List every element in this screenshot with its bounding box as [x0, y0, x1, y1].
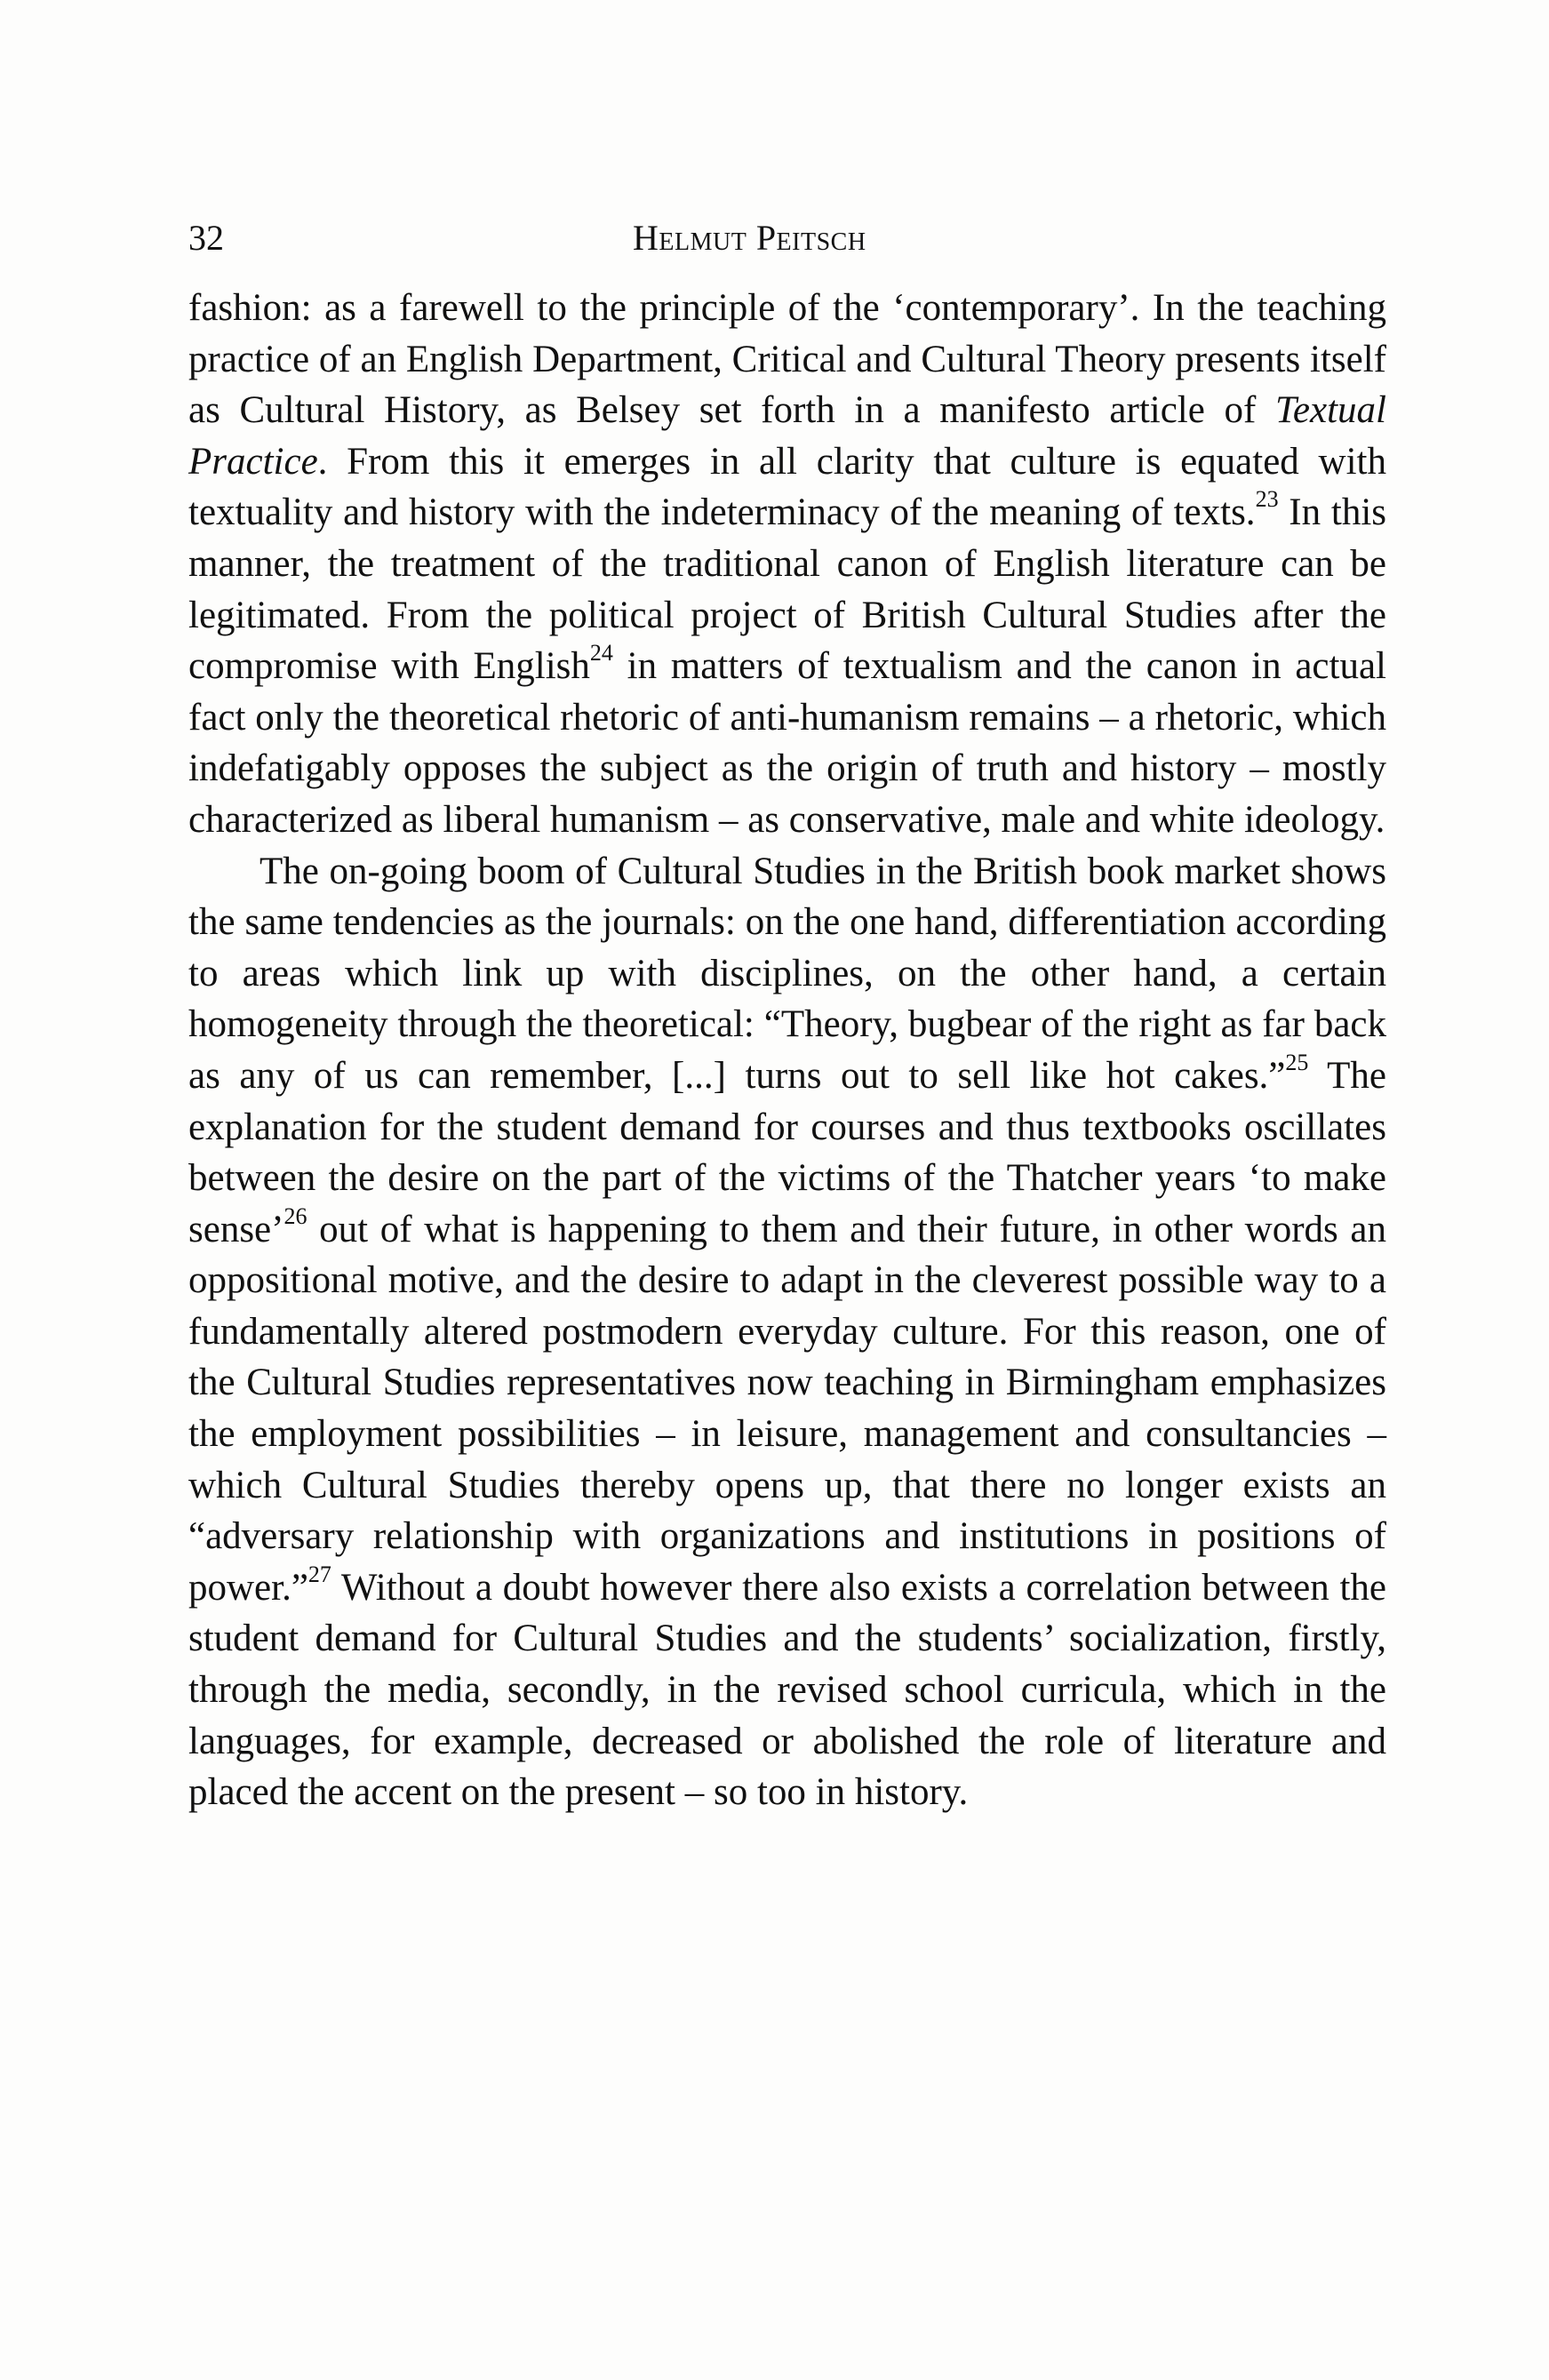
running-head-author: Helmut Peitsch	[633, 218, 866, 258]
footnote-marker-25: 25	[1285, 1049, 1309, 1075]
footnote-marker-27: 27	[307, 1561, 331, 1587]
body-text	[188, 283, 1386, 1818]
paragraph-2-text-c: out of what is happening to them and their future, in other words an oppositional motive, and the desire to adapt in the cleverest possible way to a fundamentally altered postmodern everyday culture. For this reason, one of the Cultural Studies representatives now teaching in Birmingham emphasizes the employment possibilities – in leisure, management and consultancies – which Cultural Studies thereby opens up, that there no longer exists an “adversary relationship with organizations and institutions in positions of power.”	[188, 1208, 1386, 1609]
paragraph-1-text-d: in matters of textualism and the canon in actual fact only the theoretical rhetoric of anti-humanism remains – a rhetoric, which indefatigably opposes the subject as the origin of truth and history – mostly characterized as liberal humanism – as conservative, male and white ideology.	[188, 645, 1386, 841]
footnote-marker-24: 24	[589, 640, 613, 667]
footnote-marker-23: 23	[1255, 486, 1279, 513]
paragraph-1-text-b: . From this it emerges in all clarity that culture is equated with textuality and history with the indeterminacy of the meaning of texts.	[188, 440, 1386, 534]
footnote-marker-26: 26	[283, 1202, 307, 1229]
paragraph-2-text-b: The explanation for the student demand for courses and thus textbooks oscillates between the desire on the part of the victims of the Thatcher years ‘to make sense’	[188, 1054, 1386, 1250]
paragraph-1-text-a: fashion: as a farewell to the principle of the ‘contemporary’. In the teaching practice of an English Department, Critical and Cultural Theory presents itself as Cultural History, as Belsey set forth in a manifesto article of	[188, 287, 1386, 432]
paragraph-2-text-d: Without a doubt however there also exists a correlation between the student demand for Cultural Studies and the students’ socialization, firstly, through the media, secondly, in the revised school curricula, which in the languages, for example, decreased or abolished the role of literature and placed the accent on the present – so too in history.	[188, 1566, 1386, 1814]
running-head	[188, 212, 1388, 265]
paragraph-1	[188, 283, 1386, 846]
journal-title: Textual Practice	[188, 389, 1386, 483]
page-number: 32	[188, 218, 224, 258]
paragraph-1-text-c: In this manner, the treatment of the traditional canon of English literature can be legitimated. From the political project of British Cultural Studies after the compromise with English	[188, 491, 1387, 688]
paragraph-2-text-a: The on-going boom of Cultural Studies in the British book market shows the same tendencies as the journals: on the one hand, differentiation according to areas which link up with disciplines, on the other hand, a certain homogeneity through the theoretical: “Theory, bugbear of the right as far back as any of us can remember, [...] turns out to sell like hot cakes.”	[188, 850, 1386, 1097]
paragraph-2	[188, 846, 1386, 1818]
